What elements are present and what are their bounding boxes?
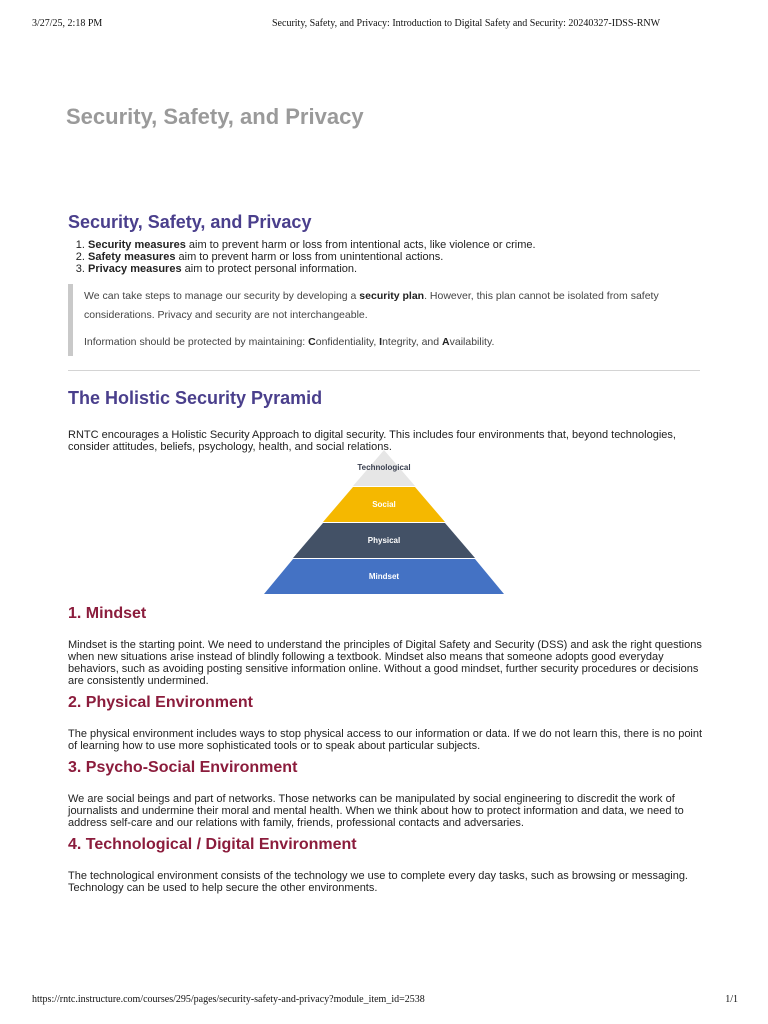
holistic-security-pyramid — [264, 450, 504, 596]
cia-word: ntegrity, and — [382, 336, 443, 348]
subsection-physical — [68, 694, 704, 752]
subsection-text: Mindset is the starting point. We need to understand the principles of Digital Safety and Security (DSS) and ask the right questions when new situations arise instead of blindly following a textbook. Mindset also means that someone adopts good everyday behaviors, such as avoiding posting sensitive information online. Without a good mindset, further security procedures or decisions are consistently undermined. — [68, 639, 702, 687]
quote-text: We can take steps to manage our security by developing a — [84, 290, 360, 302]
pyramid-intro: RNTC encourages a Holistic Security Approach to digital security. This includes four environments that, beyond technologies, consider attitudes, beliefs, psychology, health, and social relations. — [68, 429, 676, 453]
subsection-heading: 2. Physical Environment — [68, 694, 253, 711]
list-item-term: Security measures — [88, 239, 186, 251]
print-url: https://rntc.instructure.com/courses/295/pages/security-safety-and-privacy?module_item_id=2538 — [32, 994, 425, 1005]
quote-paragraph-cia — [84, 333, 700, 352]
subsection-psycho-social — [68, 759, 704, 829]
pyramid-label-technological: Technological — [357, 463, 411, 472]
page-title: Security, Safety, and Privacy — [66, 104, 364, 129]
pyramid-label-social: Social — [372, 500, 396, 509]
subsection-text: We are social beings and part of networks. Those networks can be manipulated by social engineering to discredit the work of journalists and undermine their moral and mental health. When we think about how to protect information and data, we need to address self-care and our relations with family, friends, professional contacts and adversaries. — [68, 793, 684, 829]
subsection-heading: 4. Technological / Digital Environment — [68, 836, 357, 853]
list-item — [88, 263, 700, 275]
pyramid-label-mindset: Mindset — [368, 572, 400, 581]
list-item-text: aim to prevent harm or loss from unintentional actions. — [175, 251, 444, 263]
main-content — [68, 212, 700, 453]
list-item-text: aim to protect personal information. — [181, 263, 358, 275]
quote-bold-text: security plan — [359, 290, 425, 302]
subsection-text: The physical environment includes ways to stop physical access to our information or data. If we do not learn this, there is no point of learning how to use more sophisticated tools or to speak about particular subjects. — [68, 728, 703, 752]
section-heading-security: Security, Safety, and Privacy — [68, 212, 312, 232]
blockquote — [68, 284, 700, 356]
print-doc-title: Security, Safety, and Privacy: Introduction to Digital Safety and Security: 20240327-IDSS-RNW — [272, 18, 661, 29]
subsection-mindset — [68, 605, 704, 687]
pyramid-label-physical: Physical — [367, 536, 401, 545]
cia-letter: A — [442, 336, 450, 348]
cia-letter: C — [308, 336, 316, 348]
cia-letter: I — [379, 336, 383, 348]
list-item-term: Safety measures — [88, 251, 176, 263]
section-heading-pyramid: The Holistic Security Pyramid — [68, 388, 323, 408]
quote-text: . However, this plan cannot be isolated from safety considerations. Privacy and security are not interchangeable. — [84, 290, 659, 321]
cia-word: onfidentiality, — [315, 336, 380, 348]
list-item — [88, 239, 700, 251]
subsection-technological — [68, 836, 704, 894]
measures-list — [68, 239, 700, 275]
subsection-heading: 3. Psycho-Social Environment — [68, 759, 298, 776]
quote-text: Information should be protected by maintaining: — [84, 336, 309, 348]
print-page-number: 1/1 — [725, 994, 738, 1005]
subsection-heading: 1. Mindset — [68, 605, 147, 622]
list-item — [88, 251, 700, 263]
list-item-text: aim to prevent harm or loss from intentional acts, like violence or crime. — [185, 239, 536, 251]
section-divider — [68, 370, 700, 371]
subsection-text: The technological environment consists of the technology we use to complete every day tasks, such as browsing or messaging. Technology can be used to help secure the other environments. — [68, 870, 688, 894]
quote-paragraph — [84, 287, 700, 325]
print-date: 3/27/25, 2:18 PM — [32, 18, 103, 29]
cia-word: vailability. — [449, 336, 495, 348]
list-item-term: Privacy measures — [88, 263, 182, 275]
